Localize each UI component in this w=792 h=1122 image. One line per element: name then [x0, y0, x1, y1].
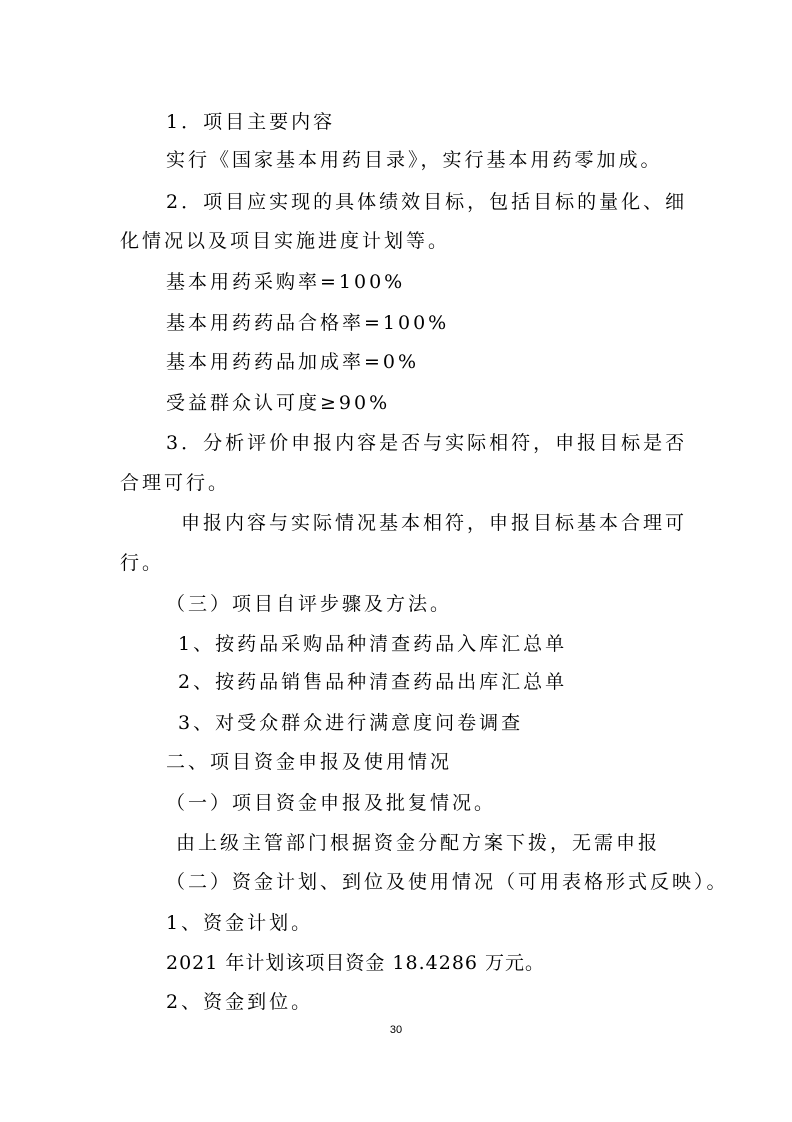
text-line: 1．项目主要内容 — [166, 111, 336, 133]
text-line: 化情况以及项目实施进度计划等。 — [120, 230, 451, 252]
text-line: 申报内容与实际情况基本相符，申报目标基本合理可 — [181, 512, 688, 534]
text-line: 合理可行。 — [120, 472, 231, 494]
text-line: 由上级主管部门根据资金分配方案下拨，无需申报 — [176, 832, 661, 854]
text-line: 基本用药药品加成率=0% — [166, 351, 420, 373]
list-item: 1、按药品采购品种清查药品入库汇总单 — [178, 633, 568, 655]
text-line: 受益群众认可度≥90% — [166, 392, 391, 414]
text-line: 2021 年计划该项目资金 18.4286 万元。 — [166, 952, 546, 974]
text-line: 基本用药药品合格率=100% — [166, 312, 450, 334]
section-heading: （三）项目自评步骤及方法。 — [166, 593, 453, 615]
section-heading: （一）项目资金申报及批复情况。 — [166, 792, 497, 814]
text-line: 基本用药采购率=100% — [166, 271, 406, 293]
text-line: 2、资金到位。 — [166, 991, 314, 1013]
list-item: 2、按药品销售品种清查药品出库汇总单 — [178, 671, 568, 693]
section-heading: 二、项目资金申报及使用情况 — [166, 751, 453, 773]
text-line: 实行《国家基本用药目录》，实行基本用药零加成。 — [166, 149, 663, 171]
text-line: 2．项目应实现的具体绩效目标，包括目标的量化、细 — [166, 191, 688, 213]
text-line: 3．分析评价申报内容是否与实际相符，申报目标是否 — [166, 432, 688, 454]
section-heading: （二）资金计划、到位及使用情况（可用表格形式反映）。 — [166, 871, 729, 893]
text-line: 行。 — [120, 552, 165, 574]
text-line: 1、资金计划。 — [166, 912, 314, 934]
page-number: 30 — [389, 1024, 403, 1036]
list-item: 3、对受众群众进行满意度问卷调查 — [178, 712, 524, 734]
